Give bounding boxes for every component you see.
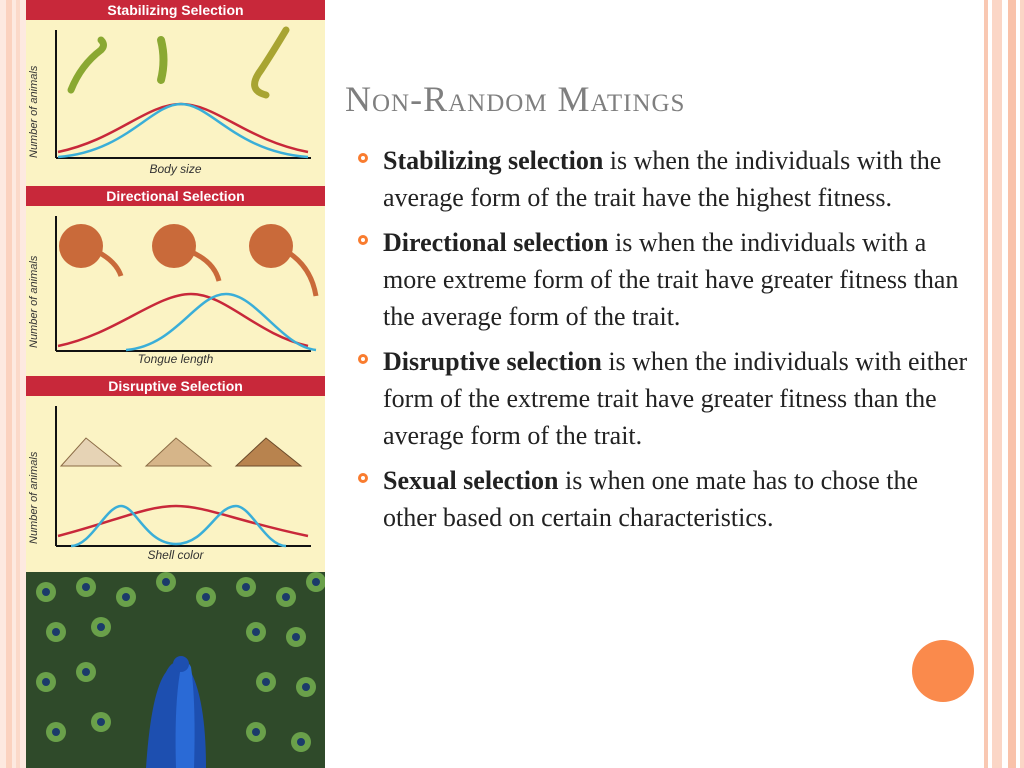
disruptive-graph	[26, 396, 325, 572]
decorative-stripes	[980, 0, 1024, 768]
x-axis-label: Tongue length	[137, 352, 214, 366]
figure-header: Stabilizing Selection	[26, 0, 325, 20]
decorative-circle	[912, 640, 974, 702]
y-axis-label: Number of animals	[28, 65, 40, 158]
left-border	[0, 0, 26, 768]
slide-title: Non-Random Matings	[345, 79, 686, 119]
anteater-icon	[59, 224, 316, 296]
shell-icon	[61, 438, 301, 466]
bullet-text: is when one mate has to chose the other based on certain characteristics.	[383, 466, 919, 532]
bullet-list	[358, 142, 968, 544]
disruptive-selection-figure	[26, 376, 325, 572]
figure-header: Directional Selection	[26, 186, 325, 206]
lizard-icon	[71, 30, 286, 95]
directional-selection-figure	[26, 186, 325, 376]
bullet-term: Disruptive selection	[383, 347, 602, 376]
bullet-stabilizing	[358, 142, 968, 216]
bullet-disruptive	[358, 343, 968, 454]
x-axis-label: Shell color	[147, 548, 204, 562]
bullet-icon	[358, 235, 368, 245]
bullet-icon	[358, 354, 368, 364]
y-axis-label: Number of animals	[28, 451, 40, 544]
bullet-term: Directional selection	[383, 228, 609, 257]
x-axis-label: Body size	[149, 162, 202, 176]
stabilizing-selection-figure	[26, 0, 325, 186]
bullet-sexual	[358, 462, 968, 536]
directional-graph	[26, 206, 325, 376]
bullet-term: Stabilizing selection	[383, 146, 604, 175]
bullet-icon	[358, 153, 368, 163]
y-axis-label: Number of animals	[28, 255, 40, 348]
bullet-directional	[358, 224, 968, 335]
bullet-icon	[358, 473, 368, 483]
bullet-term: Sexual selection	[383, 466, 559, 495]
bullet-text: is when the individuals with a more extreme form of the trait have greater fitness than the average form of the trait.	[383, 228, 959, 331]
peacock-image	[26, 572, 325, 768]
figure-header: Disruptive Selection	[26, 376, 325, 396]
bullet-text: is when the individuals with the average form of the trait have the highest fitness.	[383, 146, 942, 212]
bullet-text: is when the individuals with either form of the extreme trait have greater fitness than the average form of the trait.	[383, 347, 968, 450]
